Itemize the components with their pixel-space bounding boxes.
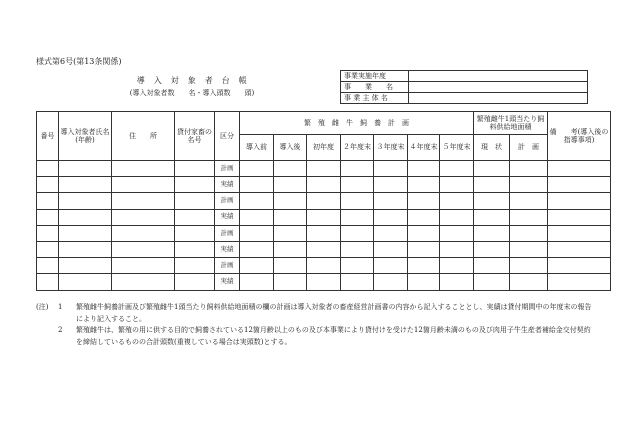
year4-cell[interactable] xyxy=(408,274,440,290)
year5-cell[interactable] xyxy=(440,225,474,241)
info-row xyxy=(341,71,588,82)
year5-cell[interactable] xyxy=(440,241,474,257)
info-value-field[interactable] xyxy=(409,82,588,93)
kubun-cell: 実績 xyxy=(215,177,240,193)
name-cell[interactable] xyxy=(59,225,112,241)
info-value-field[interactable] xyxy=(409,93,588,104)
after-cell[interactable] xyxy=(274,177,307,193)
after-cell[interactable] xyxy=(274,161,307,177)
name-cell[interactable] xyxy=(59,258,112,274)
current-cell[interactable] xyxy=(474,177,510,193)
current-cell[interactable] xyxy=(474,241,510,257)
remarks-cell[interactable] xyxy=(548,193,611,209)
year3-cell[interactable] xyxy=(374,241,408,257)
year3-cell[interactable] xyxy=(374,193,408,209)
year3-cell[interactable] xyxy=(374,177,408,193)
plan-cell[interactable] xyxy=(510,161,548,177)
current-cell[interactable] xyxy=(474,161,510,177)
before-cell[interactable] xyxy=(240,258,274,274)
name-cell[interactable] xyxy=(59,161,112,177)
current-cell[interactable] xyxy=(474,225,510,241)
kubun-cell: 計画 xyxy=(215,161,240,177)
name-cell[interactable] xyxy=(59,274,112,290)
plan-cell[interactable] xyxy=(510,258,548,274)
lender-cell[interactable] xyxy=(175,258,215,274)
address-cell[interactable] xyxy=(112,258,175,274)
before-cell[interactable] xyxy=(240,274,274,290)
before-cell[interactable] xyxy=(240,209,274,225)
lender-cell[interactable] xyxy=(175,177,215,193)
year3-cell[interactable] xyxy=(374,225,408,241)
table-row xyxy=(37,161,611,177)
table-row xyxy=(37,209,611,225)
form-number: 様式第6号(第13条関係) xyxy=(36,57,122,66)
header-year4: ４年度末 xyxy=(408,135,440,161)
year2-cell[interactable] xyxy=(341,225,374,241)
remarks-cell[interactable] xyxy=(548,177,611,193)
year4-cell[interactable] xyxy=(408,241,440,257)
table-row xyxy=(37,258,611,274)
current-cell[interactable] xyxy=(474,258,510,274)
ledger-subtitle: (導入対象者数 名・導入頭数 頭) xyxy=(129,89,255,97)
note-1 xyxy=(36,302,596,325)
header-year2: ２年度末 xyxy=(341,135,374,161)
address-cell[interactable] xyxy=(112,177,175,193)
year3-cell[interactable] xyxy=(374,161,408,177)
before-cell[interactable] xyxy=(240,241,274,257)
notes-mark: (注) xyxy=(36,303,49,311)
lender-cell[interactable] xyxy=(175,161,215,177)
header-remarks: 備 考(導入後の指導事項) xyxy=(548,112,611,161)
note-number: 2 xyxy=(58,326,63,334)
header-after: 導入後 xyxy=(274,135,307,161)
header-plan-group: 繁 殖 雌 牛 飼 養 計 画 xyxy=(240,112,474,135)
year2-cell[interactable] xyxy=(341,177,374,193)
after-cell[interactable] xyxy=(274,193,307,209)
header-year5: ５年度末 xyxy=(440,135,474,161)
year5-cell[interactable] xyxy=(440,193,474,209)
name-cell[interactable] xyxy=(59,209,112,225)
before-cell[interactable] xyxy=(240,161,274,177)
lender-cell[interactable] xyxy=(175,241,215,257)
no-cell[interactable] xyxy=(37,258,59,274)
header-plan: 計 画 xyxy=(510,135,548,161)
year5-cell[interactable] xyxy=(440,177,474,193)
table-row xyxy=(37,177,611,193)
info-label: 事業実施年度 xyxy=(341,71,409,82)
year1-cell[interactable] xyxy=(307,193,341,209)
kubun-cell: 計画 xyxy=(215,225,240,241)
remarks-cell[interactable] xyxy=(548,258,611,274)
header-lender: 貸付家畜の名号 xyxy=(175,112,215,161)
project-info-table xyxy=(340,70,588,104)
year1-cell[interactable] xyxy=(307,209,341,225)
year4-cell[interactable] xyxy=(408,193,440,209)
table-row xyxy=(37,193,611,209)
no-cell[interactable] xyxy=(37,193,59,209)
remarks-cell[interactable] xyxy=(548,274,611,290)
year5-cell[interactable] xyxy=(440,161,474,177)
year1-cell[interactable] xyxy=(307,258,341,274)
address-cell[interactable] xyxy=(112,225,175,241)
note-text: 繁殖雌牛飼養計画及び繁殖雌牛1頭当たり飼料供給地面積の欄の計画は導入対象者の畜産経営計画書の内容から記入することとし、実績は貸付期間中の年度末の報告により記入すること。 xyxy=(76,303,592,323)
year4-cell[interactable] xyxy=(408,161,440,177)
year1-cell[interactable] xyxy=(307,161,341,177)
address-cell[interactable] xyxy=(112,161,175,177)
year2-cell[interactable] xyxy=(341,209,374,225)
note-2 xyxy=(36,325,596,348)
after-cell[interactable] xyxy=(274,258,307,274)
current-cell[interactable] xyxy=(474,274,510,290)
kubun-cell: 実績 xyxy=(215,209,240,225)
year1-cell[interactable] xyxy=(307,274,341,290)
before-cell[interactable] xyxy=(240,193,274,209)
table-row xyxy=(37,274,611,290)
year3-cell[interactable] xyxy=(374,209,408,225)
header-name: 導入対象者氏名(年齢) xyxy=(59,112,112,161)
year2-cell[interactable] xyxy=(341,241,374,257)
header-before: 導入前 xyxy=(240,135,274,161)
lender-cell[interactable] xyxy=(175,225,215,241)
year3-cell[interactable] xyxy=(374,274,408,290)
no-cell[interactable] xyxy=(37,161,59,177)
plan-cell[interactable] xyxy=(510,177,548,193)
note-text: 繁殖雌牛は、繁殖の用に供する目的で飼養されている12箇月齢以上のもの及び本事業により貸付けを受けた12箇月齢未満のもの及び肉用子牛生産者補給金交付契約を締結しているものの合計頭数(重複している場合は実頭数)とする。 xyxy=(76,326,591,346)
remarks-cell[interactable] xyxy=(548,161,611,177)
year2-cell[interactable] xyxy=(341,274,374,290)
year5-cell[interactable] xyxy=(440,274,474,290)
remarks-cell[interactable] xyxy=(548,209,611,225)
header-feed-group: 繁殖雌牛1頭当たり飼料供給地面積 xyxy=(474,112,548,135)
current-cell[interactable] xyxy=(474,193,510,209)
after-cell[interactable] xyxy=(274,274,307,290)
after-cell[interactable] xyxy=(274,241,307,257)
ledger-table xyxy=(36,111,611,291)
info-value-field[interactable] xyxy=(409,71,588,82)
lender-cell[interactable] xyxy=(175,274,215,290)
remarks-cell[interactable] xyxy=(548,241,611,257)
year5-cell[interactable] xyxy=(440,258,474,274)
year1-cell[interactable] xyxy=(307,241,341,257)
plan-cell[interactable] xyxy=(510,241,548,257)
year2-cell[interactable] xyxy=(341,258,374,274)
note-number: 1 xyxy=(58,303,63,311)
address-cell[interactable] xyxy=(112,209,175,225)
before-cell[interactable] xyxy=(240,177,274,193)
year3-cell[interactable] xyxy=(374,258,408,274)
header-no: 番号 xyxy=(37,112,59,161)
info-label: 事 業 主 体 名 xyxy=(341,93,409,104)
year5-cell[interactable] xyxy=(440,209,474,225)
current-cell[interactable] xyxy=(474,209,510,225)
header-year1: 初年度 xyxy=(307,135,341,161)
after-cell[interactable] xyxy=(274,209,307,225)
no-cell[interactable] xyxy=(37,274,59,290)
name-cell[interactable] xyxy=(59,241,112,257)
lender-cell[interactable] xyxy=(175,193,215,209)
address-cell[interactable] xyxy=(112,274,175,290)
header-current: 現 状 xyxy=(474,135,510,161)
kubun-cell: 実績 xyxy=(215,241,240,257)
name-cell[interactable] xyxy=(59,193,112,209)
kubun-cell: 実績 xyxy=(215,274,240,290)
plan-cell[interactable] xyxy=(510,209,548,225)
header-kubun: 区分 xyxy=(215,112,240,161)
no-cell[interactable] xyxy=(37,241,59,257)
year2-cell[interactable] xyxy=(341,161,374,177)
before-cell[interactable] xyxy=(240,225,274,241)
remarks-cell[interactable] xyxy=(548,225,611,241)
year1-cell[interactable] xyxy=(307,225,341,241)
info-label: 事 業 名 xyxy=(341,82,409,93)
year4-cell[interactable] xyxy=(408,258,440,274)
year4-cell[interactable] xyxy=(408,225,440,241)
kubun-cell: 計画 xyxy=(215,193,240,209)
plan-cell[interactable] xyxy=(510,274,548,290)
info-row xyxy=(341,93,588,104)
table-row xyxy=(37,225,611,241)
info-row xyxy=(341,82,588,93)
notes xyxy=(36,302,596,348)
header-address: 住 所 xyxy=(112,112,175,161)
year2-cell[interactable] xyxy=(341,193,374,209)
no-cell[interactable] xyxy=(37,209,59,225)
ledger-title: 導 入 対 象 者 台 帳 xyxy=(136,76,248,85)
name-cell[interactable] xyxy=(59,177,112,193)
no-cell[interactable] xyxy=(37,177,59,193)
header-year3: ３年度末 xyxy=(374,135,408,161)
lender-cell[interactable] xyxy=(175,209,215,225)
year4-cell[interactable] xyxy=(408,177,440,193)
address-cell[interactable] xyxy=(112,241,175,257)
kubun-cell: 計画 xyxy=(215,258,240,274)
plan-cell[interactable] xyxy=(510,225,548,241)
table-row xyxy=(37,241,611,257)
address-cell[interactable] xyxy=(112,193,175,209)
no-cell[interactable] xyxy=(37,225,59,241)
year4-cell[interactable] xyxy=(408,209,440,225)
plan-cell[interactable] xyxy=(510,193,548,209)
after-cell[interactable] xyxy=(274,225,307,241)
year1-cell[interactable] xyxy=(307,177,341,193)
